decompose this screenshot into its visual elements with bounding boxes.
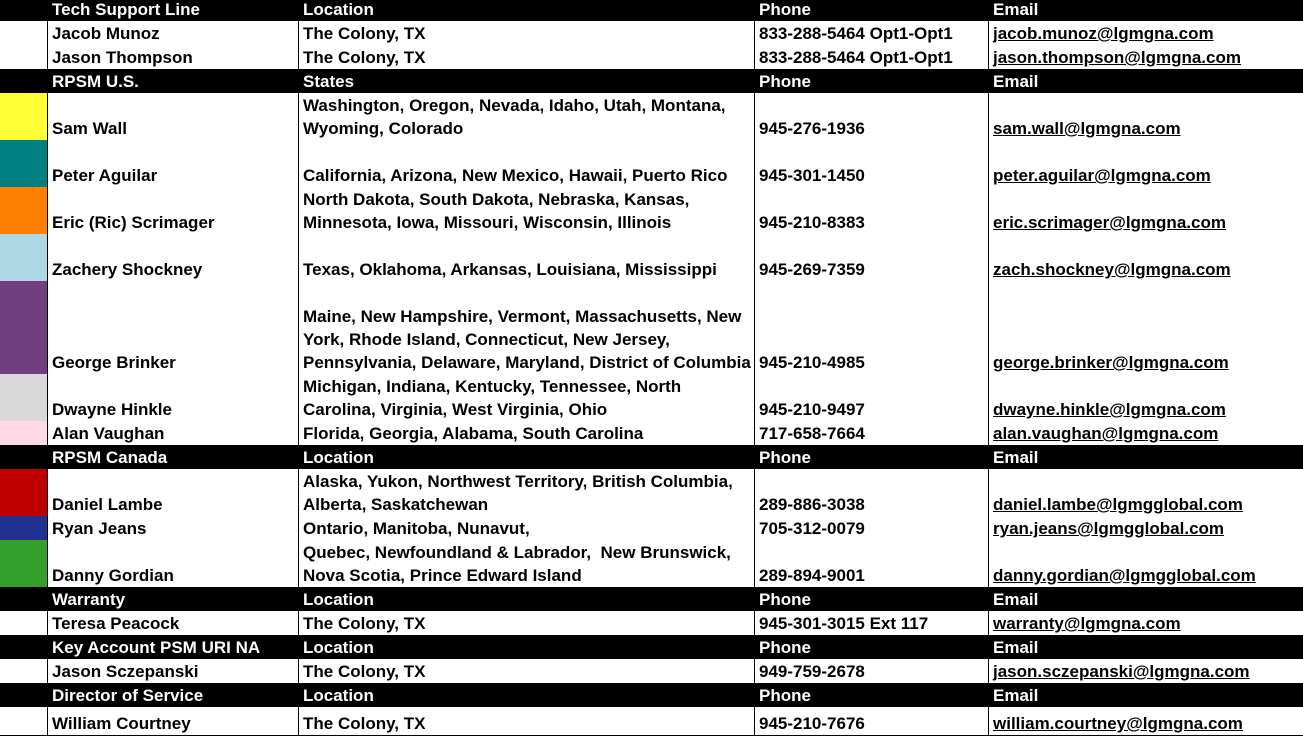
contact-phone: 945-210-9497 xyxy=(755,374,989,421)
contact-phone: 833-288-5464 Opt1-Opt1 xyxy=(755,21,989,45)
table-row xyxy=(0,611,1303,636)
contact-states: Maine, New Hampshire, Vermont, Massachusetts, New York, Rhode Island, Connecticut, New Jersey, Pennsylvania, Delaware, Maryland, District of Columbia xyxy=(299,281,755,374)
header-phone: Phone xyxy=(759,686,811,705)
table-row xyxy=(0,421,1303,446)
header-location: Location xyxy=(303,448,374,467)
header-email: Email xyxy=(993,590,1039,609)
contact-email-link[interactable]: jacob.munoz@lgmgna.com xyxy=(993,24,1214,43)
header-location: Location xyxy=(303,638,374,657)
contact-name: Ryan Jeans xyxy=(48,516,299,540)
color-cell xyxy=(0,707,48,735)
header-phone: Phone xyxy=(759,638,811,657)
table-row xyxy=(0,516,1303,541)
header-states: States xyxy=(303,72,355,91)
contact-states: Florida, Georgia, Alabama, South Carolina xyxy=(299,421,755,445)
contact-name: Dwayne Hinkle xyxy=(48,374,299,421)
color-cell xyxy=(0,21,48,45)
region-color-swatch xyxy=(0,187,48,234)
contact-phone: 945-301-3015 Ext 117 xyxy=(755,611,989,635)
contact-email-link[interactable]: peter.aguilar@lgmgna.com xyxy=(993,166,1211,185)
header-email: Email xyxy=(993,448,1039,467)
contact-email-link[interactable]: dwayne.hinkle@lgmgna.com xyxy=(993,400,1226,419)
contact-name: Zachery Shockney xyxy=(48,234,299,281)
contact-name: Alan Vaughan xyxy=(48,421,299,445)
color-cell xyxy=(0,611,48,635)
contact-states: North Dakota, South Dakota, Nebraska, Kansas, Minnesota, Iowa, Missouri, Wisconsin, Illinois xyxy=(299,187,755,234)
table-row xyxy=(0,140,1303,188)
contact-email-link[interactable]: eric.scrimager@lgmgna.com xyxy=(993,213,1226,232)
region-color-swatch xyxy=(0,140,48,187)
section-header-director xyxy=(0,683,1303,707)
table-row xyxy=(0,281,1303,375)
table-row xyxy=(0,93,1303,141)
contact-location: The Colony, TX xyxy=(299,659,755,683)
contact-name: Jason Sczepanski xyxy=(48,659,299,683)
contact-name: George Brinker xyxy=(48,281,299,374)
header-name: Tech Support Line xyxy=(52,0,200,19)
contact-email-link[interactable]: william.courtney@lgmgna.com xyxy=(993,714,1243,733)
header-name: Director of Service xyxy=(52,686,204,705)
contact-email-link[interactable]: warranty@lgmgna.com xyxy=(993,614,1181,633)
section-header-key-account xyxy=(0,635,1303,659)
color-column-header xyxy=(0,635,48,659)
header-name: Warranty xyxy=(52,590,126,609)
contact-states: California, Arizona, New Mexico, Hawaii, Puerto Rico xyxy=(299,140,755,187)
header-phone: Phone xyxy=(759,448,811,467)
table-row xyxy=(0,21,1303,46)
contact-name: Eric (Ric) Scrimager xyxy=(48,187,299,234)
header-email: Email xyxy=(993,638,1039,657)
color-column-header xyxy=(0,445,48,469)
contact-name: Jacob Munoz xyxy=(48,21,299,45)
header-name: RPSM U.S. xyxy=(52,72,139,91)
region-color-swatch xyxy=(0,93,48,140)
contact-phone: 949-759-2678 xyxy=(755,659,989,683)
region-color-swatch xyxy=(0,234,48,281)
color-column-header xyxy=(0,683,48,707)
contact-phone: 289-886-3038 xyxy=(755,469,989,516)
contact-name: Jason Thompson xyxy=(48,45,299,69)
section-header-tech-support xyxy=(0,0,1303,21)
contact-phone: 945-276-1936 xyxy=(755,93,989,140)
contact-email-link[interactable]: danny.gordian@lgmgglobal.com xyxy=(993,566,1256,585)
contact-email-link[interactable]: sam.wall@lgmgna.com xyxy=(993,119,1181,138)
table-row xyxy=(0,707,1303,736)
region-color-swatch xyxy=(0,281,48,374)
header-location: Location xyxy=(303,0,374,19)
color-cell xyxy=(0,659,48,683)
section-header-rpsm-us xyxy=(0,69,1303,93)
section-header-rpsm-canada xyxy=(0,445,1303,469)
contact-email-link[interactable]: jason.thompson@lgmgna.com xyxy=(993,48,1241,67)
section-header-warranty xyxy=(0,587,1303,611)
contact-phone: 833-288-5464 Opt1-Opt1 xyxy=(755,45,989,69)
header-location: Location xyxy=(303,686,374,705)
header-email: Email xyxy=(993,0,1039,19)
contact-location: Ontario, Manitoba, Nunavut, xyxy=(299,516,755,540)
contact-name: Peter Aguilar xyxy=(48,140,299,187)
header-phone: Phone xyxy=(759,590,811,609)
region-color-swatch xyxy=(0,516,48,540)
color-column-header xyxy=(0,69,48,93)
contact-states: Washington, Oregon, Nevada, Idaho, Utah, Montana, Wyoming, Colorado xyxy=(299,93,755,140)
table-row xyxy=(0,374,1303,422)
table-row xyxy=(0,469,1303,517)
contact-name: Teresa Peacock xyxy=(48,611,299,635)
contact-states: Michigan, Indiana, Kentucky, Tennessee, North Carolina, Virginia, West Virginia, Ohio xyxy=(299,374,755,421)
header-name: Key Account PSM URI NA xyxy=(52,638,261,657)
contact-location: The Colony, TX xyxy=(299,707,755,735)
color-cell xyxy=(0,45,48,69)
contact-name: Danny Gordian xyxy=(48,540,299,587)
contact-location: Alaska, Yukon, Northwest Territory, British Columbia, Alberta, Saskatchewan xyxy=(299,469,755,516)
contact-phone: 945-301-1450 xyxy=(755,140,989,187)
table-row xyxy=(0,540,1303,588)
contact-email-link[interactable]: alan.vaughan@lgmgna.com xyxy=(993,424,1219,443)
region-color-swatch xyxy=(0,469,48,516)
header-email: Email xyxy=(993,72,1039,91)
contact-name: Sam Wall xyxy=(48,93,299,140)
contact-email-link[interactable]: ryan.jeans@lgmgglobal.com xyxy=(993,519,1225,538)
contact-name: William Courtney xyxy=(48,707,299,735)
region-color-swatch xyxy=(0,540,48,587)
header-name: RPSM Canada xyxy=(52,448,168,467)
header-phone: Phone xyxy=(759,72,811,91)
table-row xyxy=(0,234,1303,282)
contact-email-link[interactable]: george.brinker@lgmgna.com xyxy=(993,353,1229,372)
contact-phone: 289-894-9001 xyxy=(755,540,989,587)
contact-phone: 945-210-8383 xyxy=(755,187,989,234)
contact-email-link[interactable]: daniel.lambe@lgmgglobal.com xyxy=(993,495,1243,514)
contact-location: The Colony, TX xyxy=(299,45,755,69)
contact-location: The Colony, TX xyxy=(299,611,755,635)
table-row xyxy=(0,45,1303,70)
contact-phone: 945-210-7676 xyxy=(755,707,989,735)
contact-phone: 705-312-0079 xyxy=(755,516,989,540)
contact-states: Texas, Oklahoma, Arkansas, Louisiana, Mississippi xyxy=(299,234,755,281)
contact-location: The Colony, TX xyxy=(299,21,755,45)
table-row xyxy=(0,187,1303,235)
header-email: Email xyxy=(993,686,1039,705)
region-color-swatch xyxy=(0,374,48,421)
contact-name: Daniel Lambe xyxy=(48,469,299,516)
contact-phone: 717-658-7664 xyxy=(755,421,989,445)
region-color-swatch xyxy=(0,421,48,445)
header-location: Location xyxy=(303,590,374,609)
table-row xyxy=(0,659,1303,684)
contact-phone: 945-210-4985 xyxy=(755,281,989,374)
header-phone: Phone xyxy=(759,0,811,19)
contact-location: Quebec, Newfoundland & Labrador, New Brunswick, Nova Scotia, Prince Edward Island xyxy=(299,540,755,587)
contact-email-link[interactable]: jason.sczepanski@lgmgna.com xyxy=(993,662,1250,681)
contact-phone: 945-269-7359 xyxy=(755,234,989,281)
color-column-header xyxy=(0,0,48,21)
color-column-header xyxy=(0,587,48,611)
contact-email-link[interactable]: zach.shockney@lgmgna.com xyxy=(993,260,1231,279)
